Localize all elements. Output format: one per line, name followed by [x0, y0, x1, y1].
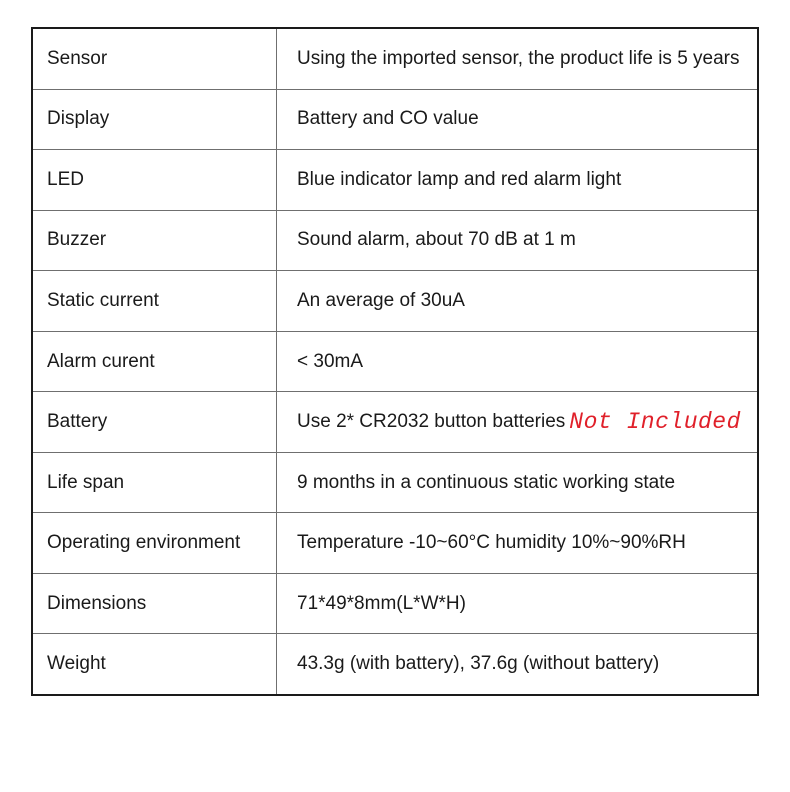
- row-label-led: LED: [33, 150, 277, 210]
- table-row: [33, 391, 757, 452]
- row-value-dimensions: 71*49*8mm(L*W*H): [297, 592, 466, 614]
- table-row: [33, 331, 757, 392]
- table-row: [33, 270, 757, 331]
- row-value-buzzer: Sound alarm, about 70 dB at 1 m: [297, 229, 576, 251]
- row-value-static-current: An average of 30uA: [297, 289, 465, 311]
- row-value-display: Battery and CO value: [297, 108, 479, 130]
- row-label-battery: Battery: [33, 392, 277, 452]
- row-label-buzzer: Buzzer: [33, 211, 277, 271]
- row-label-dimensions: Dimensions: [33, 574, 277, 634]
- table-row: [33, 149, 757, 210]
- table-row: [33, 512, 757, 573]
- row-value-life-span: 9 months in a continuous static working state: [297, 471, 676, 493]
- battery-value-text: Use 2* CR2032 button batteries: [297, 411, 566, 433]
- row-value-weight: 43.3g (with battery), 37.6g (without battery): [297, 653, 660, 675]
- row-label-display: Display: [33, 90, 277, 150]
- table-row: [33, 89, 757, 150]
- row-value-operating-environment: Temperature -10~60°C humidity 10%~90%RH: [297, 532, 686, 554]
- row-value-battery: [277, 392, 757, 452]
- row-label-weight: Weight: [33, 634, 277, 694]
- table-row: [33, 573, 757, 634]
- table-row: [33, 29, 757, 89]
- spec-table: [31, 27, 759, 696]
- not-included-note: Not Included: [569, 409, 741, 436]
- row-value-sensor: Using the imported sensor, the product life is 5 years: [297, 47, 740, 69]
- table-row: [33, 210, 757, 271]
- row-label-alarm-current: Alarm curent: [33, 332, 277, 392]
- row-value-alarm-current: < 30mA: [297, 350, 364, 372]
- table-row: [33, 633, 757, 694]
- row-label-sensor: Sensor: [33, 29, 277, 89]
- row-label-life-span: Life span: [33, 453, 277, 513]
- row-value-led: Blue indicator lamp and red alarm light: [297, 168, 622, 190]
- row-label-operating-environment: Operating environment: [33, 513, 277, 573]
- row-label-static-current: Static current: [33, 271, 277, 331]
- table-row: [33, 452, 757, 513]
